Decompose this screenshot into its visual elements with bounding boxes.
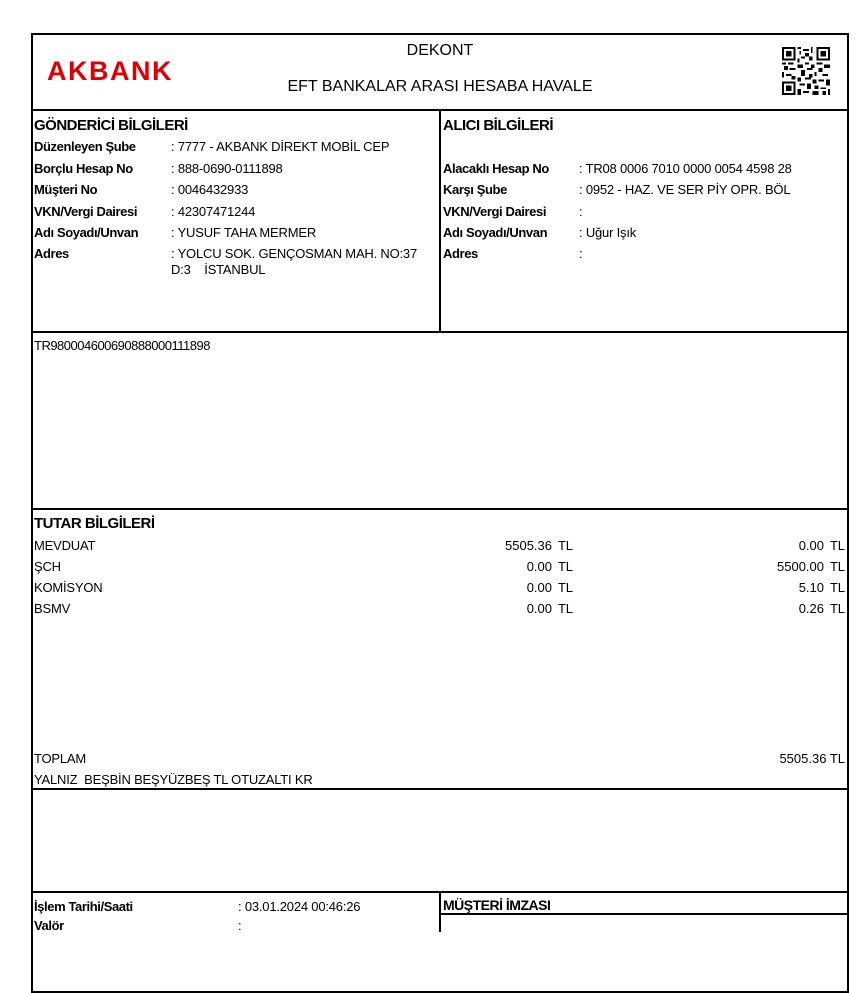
amount-row-col2: 5500.00 bbox=[777, 559, 824, 574]
amount-row-col2-currency: TL bbox=[830, 538, 845, 553]
signature-underline bbox=[440, 913, 849, 915]
receiver-section-title: ALICI BİLGİLERİ bbox=[443, 117, 553, 134]
parties-column-divider bbox=[439, 110, 441, 332]
sender-address-value-line2: D:3 İSTANBUL bbox=[171, 262, 266, 277]
amount-row-col1: 5505.36 bbox=[505, 538, 552, 553]
qr-code-icon bbox=[782, 47, 830, 95]
valor-value: : bbox=[238, 918, 242, 933]
amount-row-col2-currency: TL bbox=[830, 601, 845, 616]
sender-tax-label: VKN/Vergi Dairesi bbox=[34, 204, 138, 219]
sender-customer-value: : 0046432933 bbox=[171, 182, 249, 197]
total-in-words: YALNIZ BEŞBİN BEŞYÜZBEŞ TL OTUZALTI KR bbox=[34, 772, 313, 787]
amount-row-name: BSMV bbox=[34, 601, 71, 616]
footer-column-divider bbox=[439, 892, 441, 932]
total-value: 5505.36 TL bbox=[779, 751, 845, 766]
transaction-date-value: : 03.01.2024 00:46:26 bbox=[238, 899, 361, 914]
amount-row-col2-currency: TL bbox=[830, 559, 845, 574]
sender-account-label: Borçlu Hesap No bbox=[34, 161, 133, 176]
valor-label: Valör bbox=[34, 918, 64, 933]
receiver-account-value: : TR08 0006 7010 0000 0054 4598 28 bbox=[579, 161, 792, 176]
amounts-section-title: TUTAR BİLGİLERİ bbox=[34, 515, 155, 532]
amount-row-col1: 0.00 bbox=[526, 580, 552, 595]
sender-tax-value: : 42307471244 bbox=[171, 204, 256, 219]
amount-row-name: ŞCH bbox=[34, 559, 61, 574]
amounts-divider bbox=[31, 788, 849, 790]
document-title: DEKONT bbox=[406, 42, 474, 59]
customer-signature-title: MÜŞTERİ İMZASI bbox=[443, 897, 551, 913]
receiver-tax-value: : bbox=[579, 204, 583, 219]
amount-row-col2-currency: TL bbox=[830, 580, 845, 595]
sender-customer-label: Müşteri No bbox=[34, 182, 98, 197]
receiver-branch-value: : 0952 - HAZ. VE SER PİY OPR. BÖL bbox=[579, 182, 791, 197]
sender-account-value: : 888-0690-0111898 bbox=[171, 161, 283, 176]
sender-address-value: : YOLCU SOK. GENÇOSMAN MAH. NO:37 bbox=[171, 246, 417, 261]
amount-row-name: KOMİSYON bbox=[34, 580, 103, 595]
receiver-address-value: : bbox=[579, 246, 583, 261]
receiver-address-label: Adres bbox=[443, 246, 478, 261]
amount-row-col2: 0.00 bbox=[798, 538, 824, 553]
amount-row-col1: 0.00 bbox=[526, 559, 552, 574]
amount-row-col1-currency: TL bbox=[558, 601, 573, 616]
sender-name-value: : YUSUF TAHA MERMER bbox=[171, 225, 317, 240]
sender-section-title: GÖNDERİCİ BİLGİLERİ bbox=[34, 117, 188, 134]
sender-branch-value: : 7777 - AKBANK DİREKT MOBİL CEP bbox=[171, 139, 390, 154]
receiver-branch-label: Karşı Şube bbox=[443, 182, 507, 197]
amount-row-col1-currency: TL bbox=[558, 559, 573, 574]
sender-name-label: Adı Soyadı/Unvan bbox=[34, 225, 139, 240]
description-divider bbox=[31, 508, 849, 510]
receiver-name-value: : Uğur Işık bbox=[579, 225, 637, 240]
sender-branch-label: Düzenleyen Şube bbox=[34, 139, 136, 154]
amount-row-col2: 5.10 bbox=[798, 580, 824, 595]
akbank-logo: AKBANK bbox=[47, 56, 173, 86]
receiver-account-label: Alacaklı Hesap No bbox=[443, 161, 549, 176]
receiver-tax-label: VKN/Vergi Dairesi bbox=[443, 204, 547, 219]
description-text: TR980004600690888000111898 bbox=[34, 338, 210, 353]
amount-row-col1-currency: TL bbox=[558, 580, 573, 595]
receiver-name-label: Adı Soyadı/Unvan bbox=[443, 225, 548, 240]
amount-row-col1: 0.00 bbox=[526, 601, 552, 616]
sender-address-label: Adres bbox=[34, 246, 69, 261]
amount-row-name: MEVDUAT bbox=[34, 538, 96, 553]
total-label: TOPLAM bbox=[34, 751, 87, 766]
document-subtitle: EFT BANKALAR ARASI HESABA HAVALE bbox=[287, 78, 593, 95]
transaction-date-label: İşlem Tarihi/Saati bbox=[34, 899, 133, 914]
amount-row-col1-currency: TL bbox=[558, 538, 573, 553]
amount-row-col2: 0.26 bbox=[798, 601, 824, 616]
